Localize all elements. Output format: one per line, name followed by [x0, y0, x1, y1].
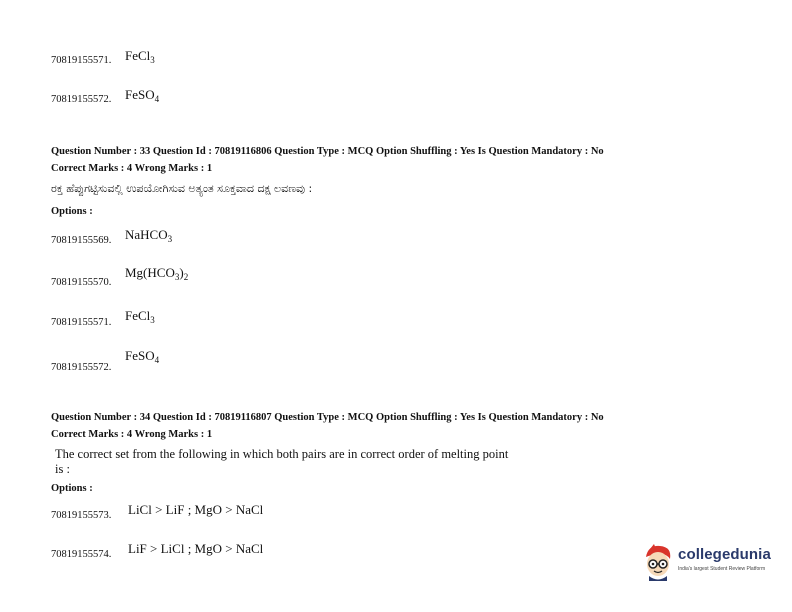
option-id: 70819155570. — [51, 277, 112, 288]
collegedunia-logo — [640, 543, 772, 583]
logo-wordmark: collegedunia — [678, 546, 771, 563]
option-value: FeCl$_3$ — [125, 308, 155, 325]
option-value: FeSO$_4$ — [125, 87, 160, 104]
option-id: 70819155573. — [51, 510, 112, 521]
logo-tagline: India's largest Student Review Platform — [678, 566, 766, 572]
question-text: ರಕ್ತ ಹೆಪ್ಪುಗಟ್ಟಿಸುವಲ್ಲಿ ಉಪಯೋಗಿಸುವ ಅತ್ಯಂತ ಸೂಕ್ತವಾದ ದಕ್ಷ ಲವಣವು : — [51, 182, 313, 195]
option-value: $Mg(HCO_3)_2$ — [125, 265, 189, 282]
mascot-icon — [640, 543, 676, 583]
question-marks: Correct Marks : 4 Wrong Marks : 1 — [51, 163, 213, 174]
option-value: LiCl > LiF ; MgO > NaCl — [128, 502, 264, 517]
option-id: 70819155571. — [51, 55, 112, 66]
question-text-line2: is : — [55, 462, 70, 476]
option-value: NaHCO$_3$ — [125, 227, 173, 244]
question-header: Question Number : 34 Question Id : 70819116807 Question Type : MCQ Option Shuffling : Yes Is Question Mandatory : No — [51, 412, 604, 423]
question-marks: Correct Marks : 4 Wrong Marks : 1 — [51, 429, 213, 440]
options-label: Options : — [51, 483, 93, 494]
option-value: FeCl$_3$ — [125, 48, 155, 65]
option-id: 70819155571. — [51, 317, 112, 328]
question-header: Question Number : 33 Question Id : 70819116806 Question Type : MCQ Option Shuffling : Yes Is Question Mandatory : No — [51, 146, 604, 157]
option-value: FeSO$_4$ — [125, 348, 160, 365]
option-value: LiF > LiCl ; MgO > NaCl — [128, 541, 264, 556]
option-id: 70819155574. — [51, 549, 112, 560]
option-id: 70819155572. — [51, 94, 112, 105]
question-text-line1: The correct set from the following in which both pairs are in correct order of melting point — [55, 447, 509, 461]
options-label: Options : — [51, 206, 93, 217]
option-id: 70819155569. — [51, 235, 112, 246]
option-id: 70819155572. — [51, 362, 112, 373]
